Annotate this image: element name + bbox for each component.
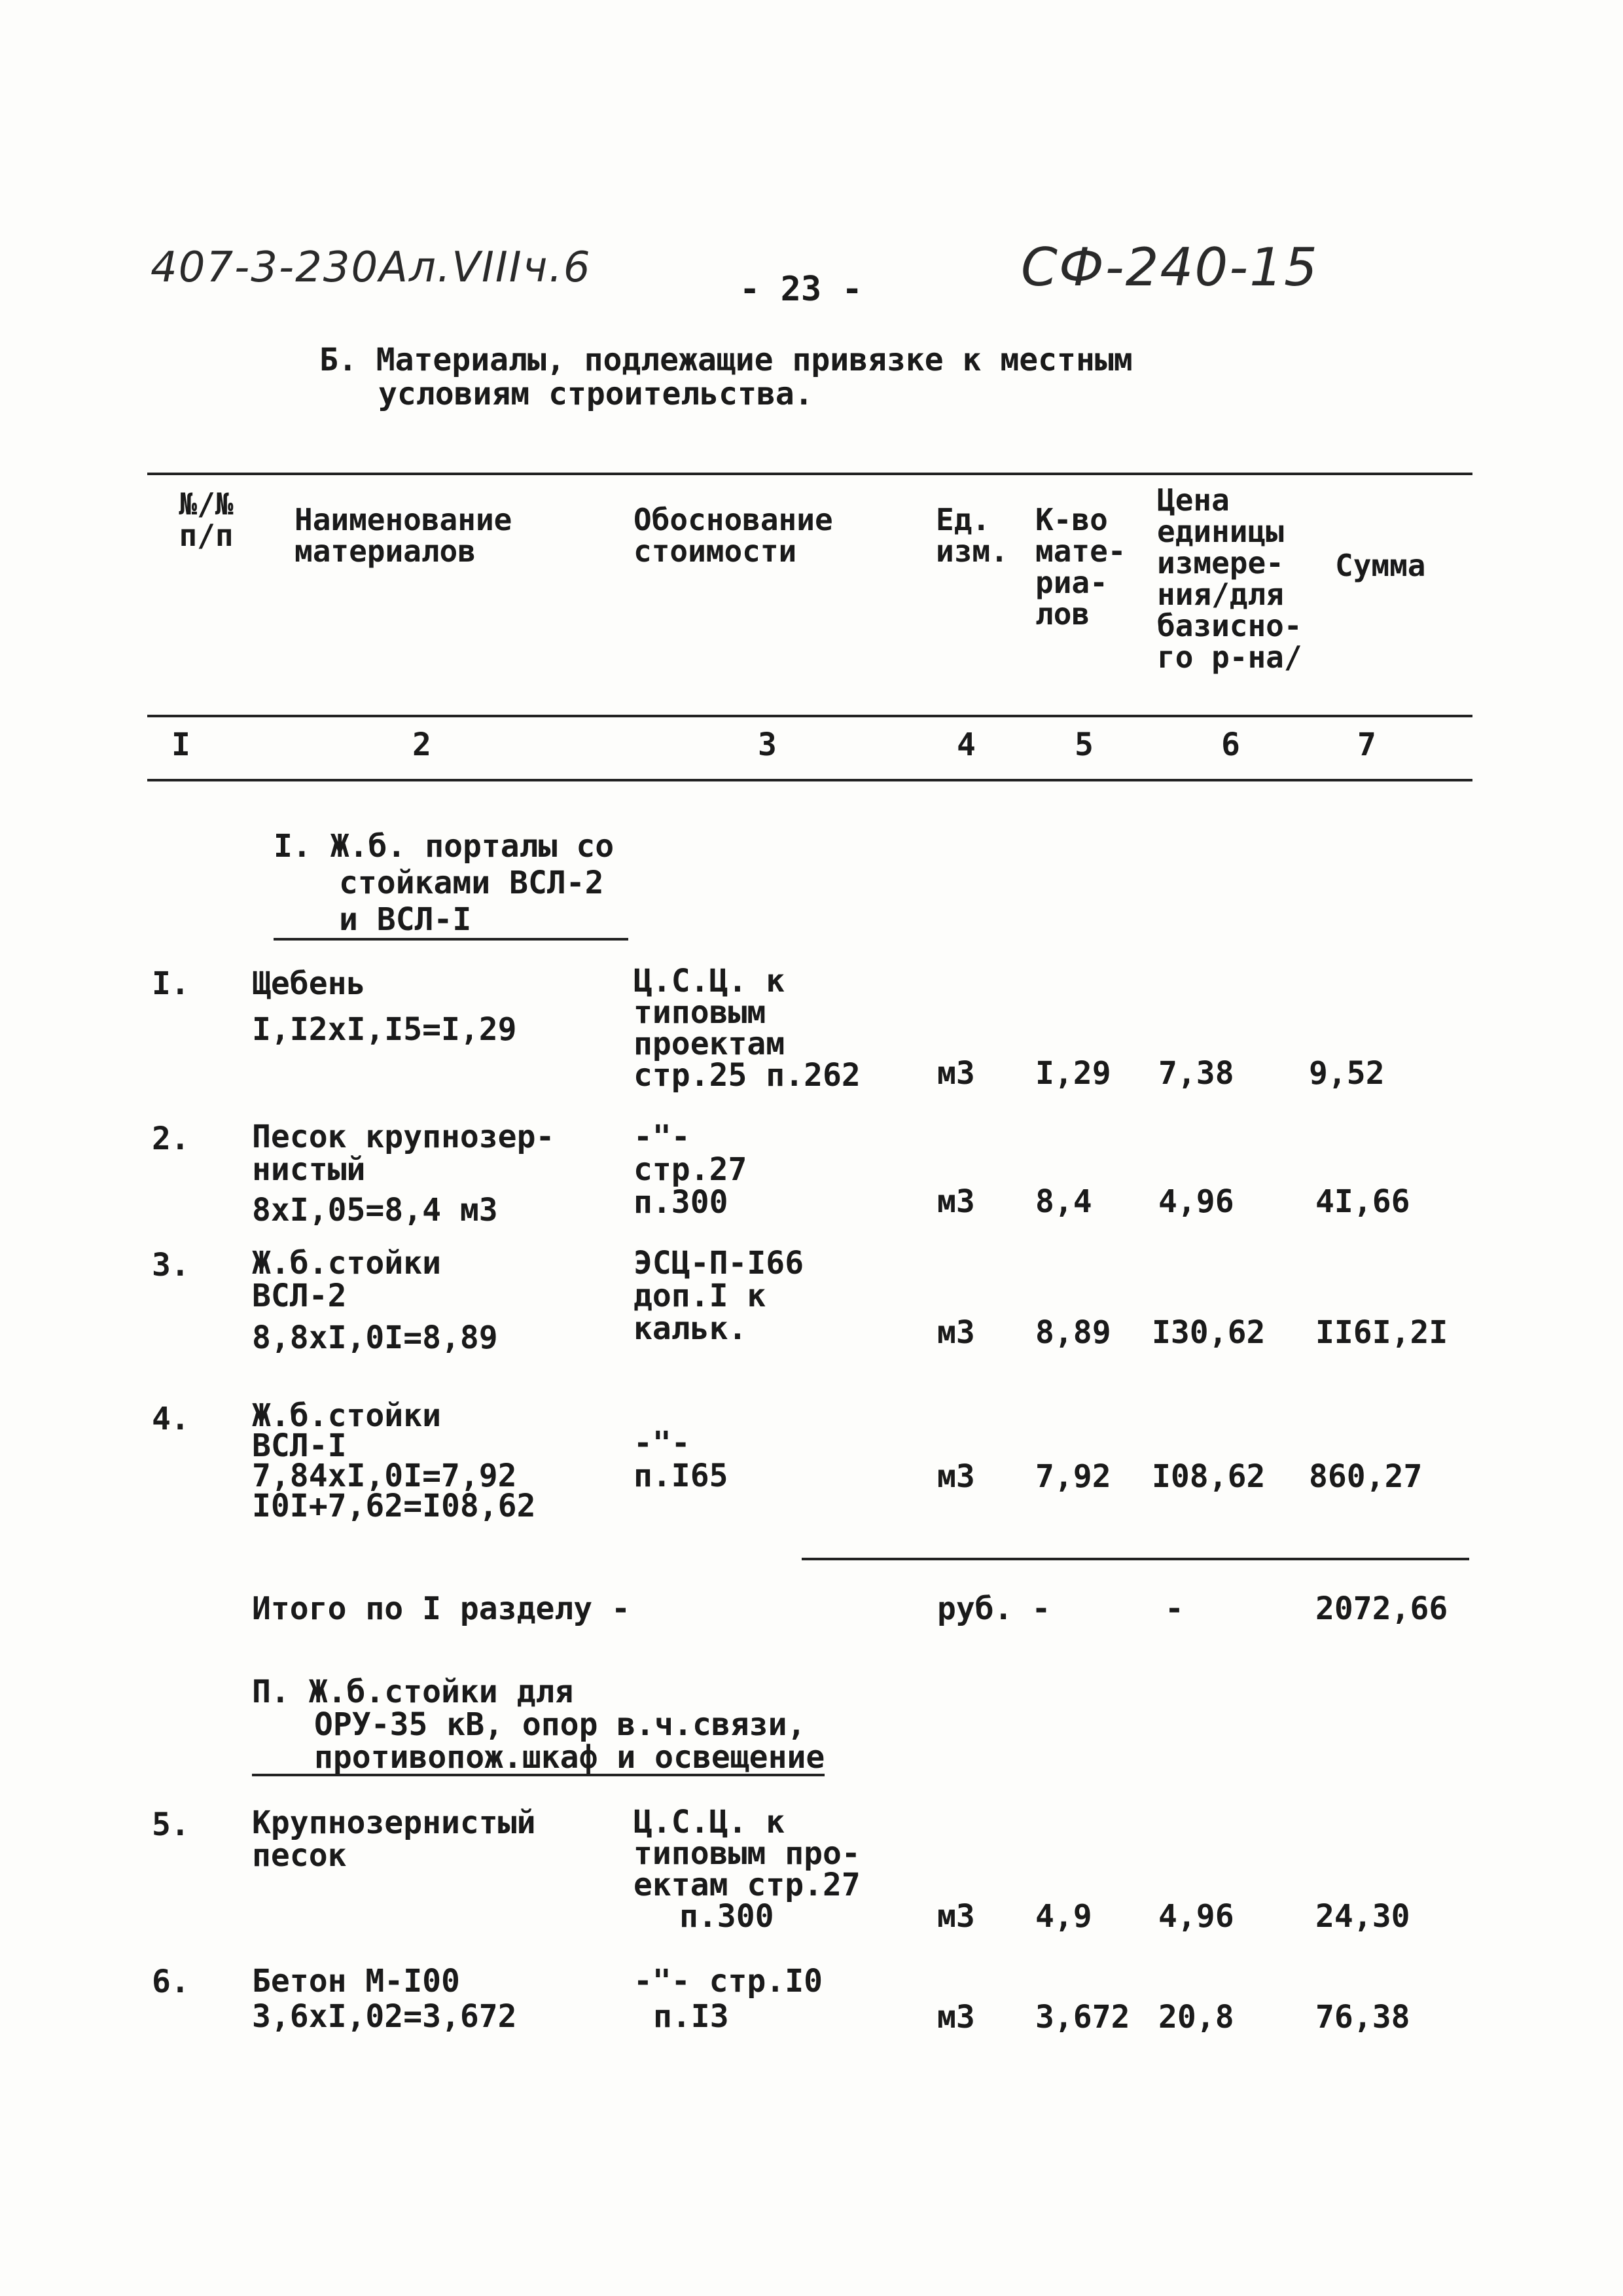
row3-unit: м3	[937, 1314, 975, 1351]
row3-qty: 8,89	[1035, 1314, 1111, 1351]
row6-qty: 3,672	[1035, 1999, 1130, 2036]
row3-price: I30,62	[1152, 1314, 1266, 1351]
row4-num: 4.	[152, 1401, 190, 1437]
row2-price: 4,96	[1158, 1183, 1234, 1220]
total-price: -	[1165, 1590, 1184, 1627]
row4-qty: 7,92	[1035, 1458, 1111, 1495]
row6-price: 20,8	[1158, 1999, 1234, 2036]
colnum-3: 3	[758, 726, 777, 763]
row1-name: Щебень I,I2xI,I5=I,29	[252, 965, 517, 1048]
section-title-line2: условиям строительства.	[378, 376, 813, 412]
header-col6: Цена единицы измере- ния/для базисно- го р-на/	[1157, 482, 1302, 675]
row2-sum: 4I,66	[1315, 1183, 1410, 1220]
sheet-code: СФ-240-15	[1021, 237, 1319, 298]
total-label: Итого по I разделу -	[252, 1590, 630, 1627]
header-col1: №/№ п/п	[179, 486, 234, 553]
doc-code: 407-3-230Ал.VIIIч.6	[151, 243, 592, 292]
row5-qty: 4,9	[1035, 1898, 1092, 1935]
row3-name: Ж.б.стойки ВСЛ-2 8,8xI,0I=8,89	[252, 1245, 498, 1356]
section2-title: П. Ж.б.стойки для ОРУ-35 кВ, опор в.ч.связи, противопож.шкаф и освещение	[252, 1674, 825, 1776]
row3-num: 3.	[152, 1247, 190, 1283]
header-col5: К-во мате- риа- лов	[1035, 502, 1126, 632]
table-top-rule	[147, 473, 1472, 475]
row1-price: 7,38	[1158, 1055, 1234, 1092]
row2-qty: 8,4	[1035, 1183, 1092, 1220]
section-title-line1: Б. Материалы, подлежащие привязке к местным	[319, 342, 1133, 378]
colnum-5: 5	[1075, 726, 1094, 763]
row3-sum: II6I,2I	[1315, 1314, 1448, 1351]
total-rule	[802, 1558, 1469, 1560]
row3-basis: ЭСЦ-П-I66 доп.I к кальк.	[633, 1245, 804, 1347]
row5-num: 5.	[152, 1806, 190, 1843]
colnum-7: 7	[1357, 726, 1376, 763]
row1-unit: м3	[937, 1055, 975, 1092]
row4-basis: -"- п.I65	[633, 1425, 728, 1494]
section1-title: I. Ж.б. порталы со стойками ВСЛ-2 и ВСЛ-I	[274, 828, 628, 941]
header-col3: Обоснование стоимости	[633, 502, 833, 569]
header-bottom-rule	[147, 715, 1472, 717]
colnum-6: 6	[1221, 726, 1240, 763]
colnum-bottom-rule	[147, 779, 1472, 781]
total-unit: руб. -	[937, 1590, 1051, 1627]
colnum-4: 4	[957, 726, 976, 763]
row4-sum: 860,27	[1309, 1458, 1423, 1495]
row5-basis: Ц.С.Ц. к типовым про- ектам стр.27 п.300	[633, 1804, 861, 1935]
row1-basis: Ц.С.Ц. к типовым проектам стр.25 п.262	[633, 963, 861, 1094]
row6-sum: 76,38	[1315, 1999, 1410, 2036]
row6-name: Бетон М-I00 3,6xI,02=3,672	[252, 1963, 517, 2035]
row4-price: I08,62	[1152, 1458, 1266, 1495]
row2-basis: -"- стр.27 п.300	[633, 1119, 747, 1221]
row5-price: 4,96	[1158, 1898, 1234, 1935]
row2-name: Песок крупнозер- нистый 8xI,05=8,4 м3	[252, 1119, 555, 1229]
row5-name: Крупнозернистый песок	[252, 1804, 536, 1874]
row4-unit: м3	[937, 1458, 975, 1495]
total-sum: 2072,66	[1315, 1590, 1448, 1627]
header-col4: Ед. изм.	[936, 502, 1008, 569]
row1-qty: I,29	[1035, 1055, 1111, 1092]
row4-name: Ж.б.стойки ВСЛ-I 7,84xI,0I=7,92 I0I+7,62=I08,62	[252, 1397, 536, 1524]
row2-unit: м3	[937, 1183, 975, 1220]
row1-sum: 9,52	[1309, 1055, 1385, 1092]
row1-num: I.	[152, 965, 190, 1002]
header-col7: Сумма	[1335, 548, 1426, 583]
row5-unit: м3	[937, 1898, 975, 1935]
row6-num: 6.	[152, 1964, 190, 2000]
page-number: - 23 -	[740, 270, 863, 309]
colnum-2: 2	[412, 726, 431, 763]
row5-sum: 24,30	[1315, 1898, 1410, 1935]
header-col2: Наименование материалов	[294, 502, 512, 569]
row2-num: 2.	[152, 1121, 190, 1157]
row6-basis: -"- стр.I0 п.I3	[633, 1963, 823, 2035]
row6-unit: м3	[937, 1999, 975, 2036]
colnum-1: I	[171, 726, 190, 763]
